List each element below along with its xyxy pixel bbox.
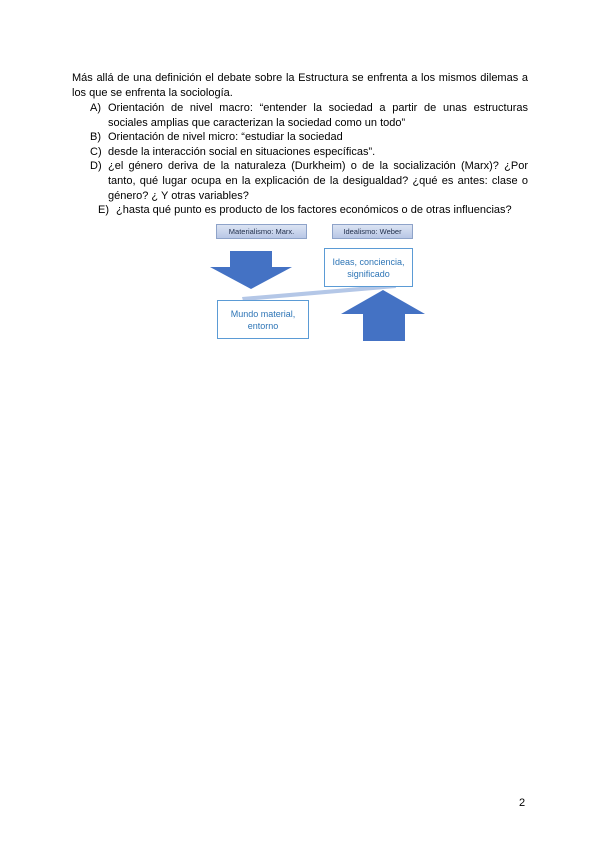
box-ideas: Ideas, conciencia, significado (324, 248, 413, 287)
list-text: ¿hasta qué punto es producto de los factores económicos o de otras influencias? (116, 204, 512, 216)
label-materialism: Materialismo: Marx. (216, 224, 307, 239)
list-marker: D) (90, 160, 102, 173)
arrow-up-shape (341, 290, 425, 341)
intro-paragraph: Más allá de una definición el debate sobre la Estructura se enfrenta a los mismos dilemas a los que se enfrenta la sociología. (72, 72, 528, 99)
label-idealism: Idealismo: Weber (332, 224, 413, 239)
arrow-down-shape (210, 251, 292, 289)
list-marker: B) (90, 131, 101, 144)
list-text: desde la interacción social en situaciones específicas”. (108, 145, 376, 158)
list-marker: C) (90, 145, 102, 158)
list-text: ¿el género deriva de la naturaleza (Durkheim) o de la socialización (Marx)? ¿Por tanto, qué lugar ocupa en la explicación de la desigualdad? ¿qué es antes: clase o género? ¿ Y otras variables? (108, 160, 528, 202)
list-text: Orientación de nivel micro: “estudiar la sociedad (108, 131, 343, 144)
list-marker: E) (98, 204, 109, 216)
list-marker: A) (90, 102, 101, 114)
page-number: 2 (519, 797, 526, 809)
list-text: Orientación de nivel macro: “entender la sociedad a partir de unas estructuras sociales amplias que caracterizan la sociedad como un todo” (108, 102, 528, 129)
box-material-world: Mundo material, entorno (217, 300, 309, 339)
